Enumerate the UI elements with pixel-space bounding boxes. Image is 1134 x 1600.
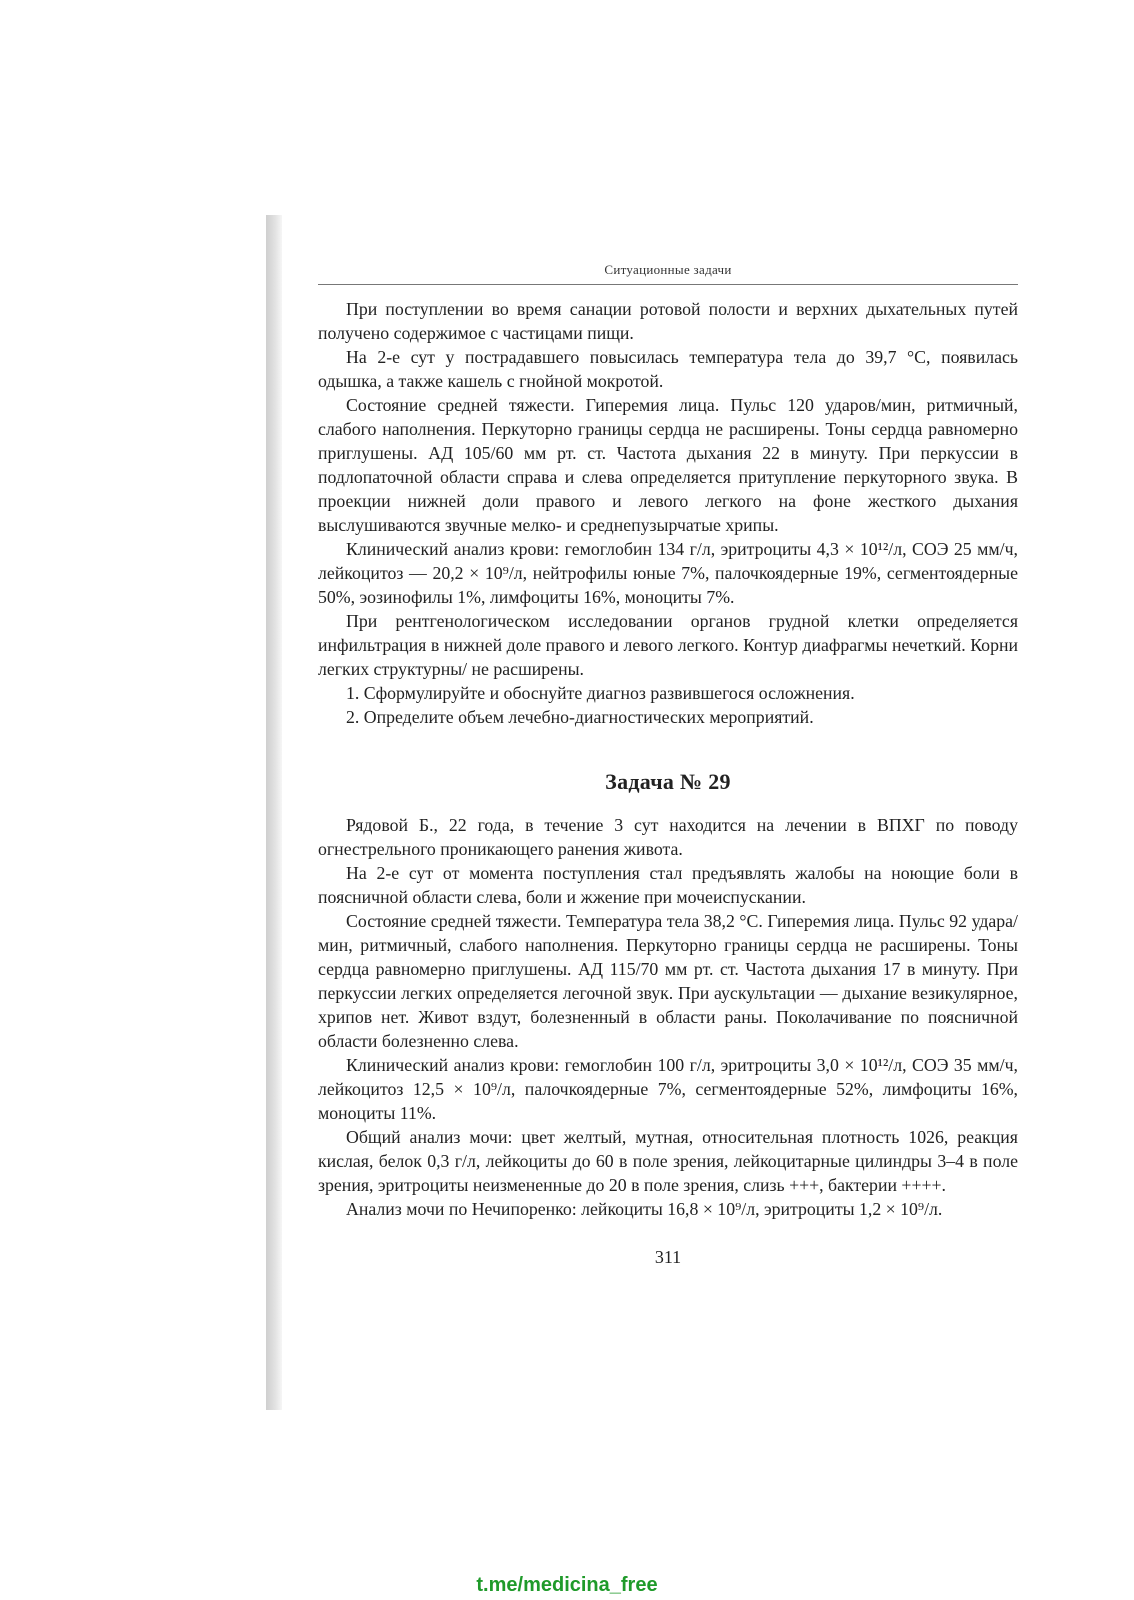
paragraph: При поступлении во время санации ротовой полости и верхних дыхательных путей получено содержимое с частицами пищи. — [318, 299, 1018, 343]
task-title: Задача № 29 — [605, 769, 731, 794]
paragraph: Рядовой Б., 22 года, в течение 3 сут находится на лечении в ВПХГ по поводу огнестрельного проникающего ранения живота. — [318, 815, 1018, 859]
paragraph: Состояние средней тяжести. Гиперемия лица. Пульс 120 ударов/мин, ритмичный, слабого наполнения. Перкуторно границы сердца не расширены. Тоны сердца равномерно приглушены. АД 105/60 мм рт. ст. Частота дыхания 22 в минуту. При перкуссии в подлопаточной области справа и слева определяется притупление перкуторного звука. В проекции нижней доли правого и левого легкого на фоне жесткого дыхания выслушиваются звучные мелко- и среднепузырчатые хрипы. — [318, 395, 1018, 535]
book-page — [318, 262, 1018, 1268]
task-item: 2. Определите объем лечебно-диагностических мероприятий. — [346, 707, 814, 727]
paragraph: Анализ мочи по Нечипоренко: лейкоциты 16,8 × 10⁹/л, эритроциты 1,2 × 10⁹/л. — [346, 1199, 943, 1219]
paragraph: При рентгенологическом исследовании органов грудной клетки определяется инфильтрация в нижней доле правого и левого легкого. Контур диафрагмы нечеткий. Корни легких структурны/ не расширены. — [318, 611, 1018, 679]
page-number: 311 — [654, 1247, 682, 1267]
task-item: 1. Сформулируйте и обоснуйте диагноз развившегося осложнения. — [346, 683, 855, 703]
watermark-link[interactable]: t.me/medicina_free — [476, 1574, 658, 1596]
paragraph: Клинический анализ крови: гемоглобин 100 г/л, эритроциты 3,0 × 10¹²/л, СОЭ 35 мм/ч, лейкоцитоз 12,5 × 10⁹/л, палочкоядерные 7%, сегментоядерные 52%, лимфоциты 16%, моноциты 11%. — [318, 1055, 1018, 1123]
page-body — [318, 297, 1018, 1221]
paragraph: На 2-е сут у пострадавшего повысилась температура тела до 39,7 °С, появилась одышка, а также кашель с гнойной мокротой. — [318, 347, 1018, 391]
paragraph: Состояние средней тяжести. Температура тела 38,2 °С. Гиперемия лица. Пульс 92 удара/мин, ритмичный, слабого наполнения. Перкуторно границы сердца не расширены. Тоны сердца равномерно приглушены. АД 115/70 мм рт. ст. Частота дыхания 17 в минуту. При перкуссии легких определяется легочной звук. При аускультации — дыхание везикулярное, хрипов нет. Живот вздут, болезненный в области раны. Поколачивание по поясничной области болезненно слева. — [318, 911, 1018, 1051]
paragraph: Общий анализ мочи: цвет желтый, мутная, относительная плотность 1026, реакция кислая, белок 0,3 г/л, лейкоциты до 60 в поле зрения, лейкоцитарные цилиндры 3–4 в поле зрения, эритроциты неизмененные до 20 в поле зрения, слизь +++, бактерии ++++. — [318, 1127, 1018, 1195]
running-header: Ситуационные задачи — [318, 262, 1018, 285]
paragraph: На 2-е сут от момента поступления стал предъявлять жалобы на ноющие боли в поясничной области слева, боли и жжение при мочеиспускании. — [318, 863, 1018, 907]
book-spine-shadow — [266, 215, 282, 1410]
paragraph: Клинический анализ крови: гемоглобин 134 г/л, эритроциты 4,3 × 10¹²/л, СОЭ 25 мм/ч, лейкоцитоз — 20,2 × 10⁹/л, нейтрофилы юные 7%, палочкоядерные 19%, сегментоядерные 50%, эозинофилы 1%, лимфоциты 16%, моноциты 7%. — [318, 539, 1018, 607]
